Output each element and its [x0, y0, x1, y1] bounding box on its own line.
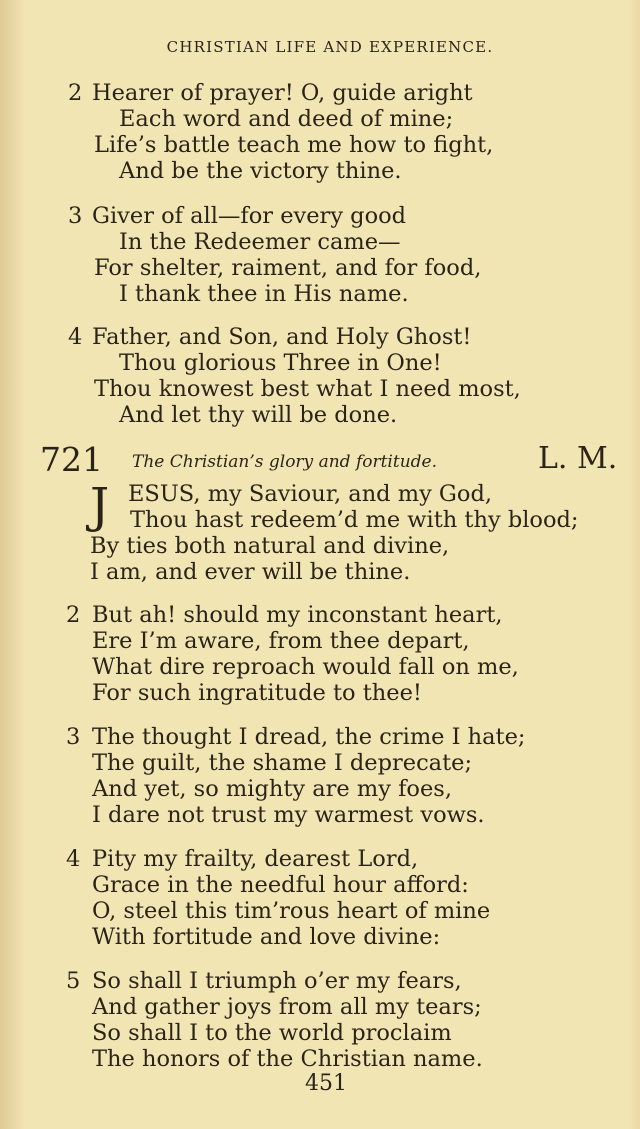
verse-line: In the Redeemer came— — [119, 229, 401, 255]
verse-line: For such ingratitude to thee! — [92, 680, 422, 706]
verse-line: With fortitude and love divine: — [92, 924, 441, 950]
verse-number: 4 — [68, 324, 83, 350]
verse-line: By ties both natural and divine, — [90, 533, 450, 559]
verse-line: I am, and ever will be thine. — [90, 559, 411, 585]
drop-cap: J — [90, 478, 110, 534]
verse-line: Grace in the needful hour afford: — [92, 872, 469, 898]
verse-line: The thought I dread, the crime I hate; — [92, 724, 526, 750]
verse-line: The honors of the Christian name. — [92, 1046, 483, 1072]
verse-number: 2 — [66, 602, 81, 628]
verse-line: I thank thee in His name. — [119, 281, 409, 307]
verse-line: Ere I’m aware, from thee depart, — [92, 628, 470, 654]
verse-number: 5 — [66, 968, 81, 994]
hymn-number: 721 — [40, 440, 103, 479]
verse-line: What dire reproach would fall on me, — [92, 654, 519, 680]
verse-number: 3 — [66, 724, 81, 750]
verse-number: 2 — [68, 80, 83, 106]
verse-line: The guilt, the shame I deprecate; — [92, 750, 473, 776]
page-number: 451 — [305, 1071, 347, 1096]
verse-line: And be the victory thine. — [119, 158, 402, 184]
verse-line: Hearer of prayer! O, guide aright — [92, 80, 473, 106]
verse-line: So shall I to the world proclaim — [92, 1020, 452, 1046]
verse-number: 4 — [66, 846, 81, 872]
verse-line: For shelter, raiment, and for food, — [94, 255, 482, 281]
verse-line: And let thy will be done. — [119, 402, 398, 428]
verse-line: And yet, so mighty are my foes, — [92, 776, 452, 802]
verse-line: So shall I triumph o’er my fears, — [92, 968, 462, 994]
verse-line: Life’s battle teach me how to fight, — [94, 132, 494, 158]
running-header: CHRISTIAN LIFE AND EXPERIENCE. — [166, 38, 494, 56]
verse-number: 3 — [68, 203, 83, 229]
verse-line: And gather joys from all my tears; — [92, 994, 482, 1020]
verse-line: Each word and deed of mine; — [119, 106, 454, 132]
verse-line: Thou knowest best what I need most, — [94, 376, 521, 402]
verse-line: Thou hast redeem’d me with thy blood; — [130, 507, 579, 533]
verse-line: Thou glorious Three in One! — [119, 350, 442, 376]
verse-line: ESUS, my Saviour, and my God, — [128, 481, 493, 507]
verse-line: Pity my frailty, dearest Lord, — [92, 846, 419, 872]
hymn-title: The Christian’s glory and fortitude. — [132, 452, 437, 472]
verse-line: Giver of all—for every good — [92, 203, 407, 229]
verse-line: O, steel this tim’rous heart of mine — [92, 898, 491, 924]
verse-line: Father, and Son, and Holy Ghost! — [92, 324, 472, 350]
verse-line: But ah! should my inconstant heart, — [92, 602, 503, 628]
verse-line: I dare not trust my warmest vows. — [92, 802, 485, 828]
hymn-meter: L. M. — [538, 441, 618, 476]
